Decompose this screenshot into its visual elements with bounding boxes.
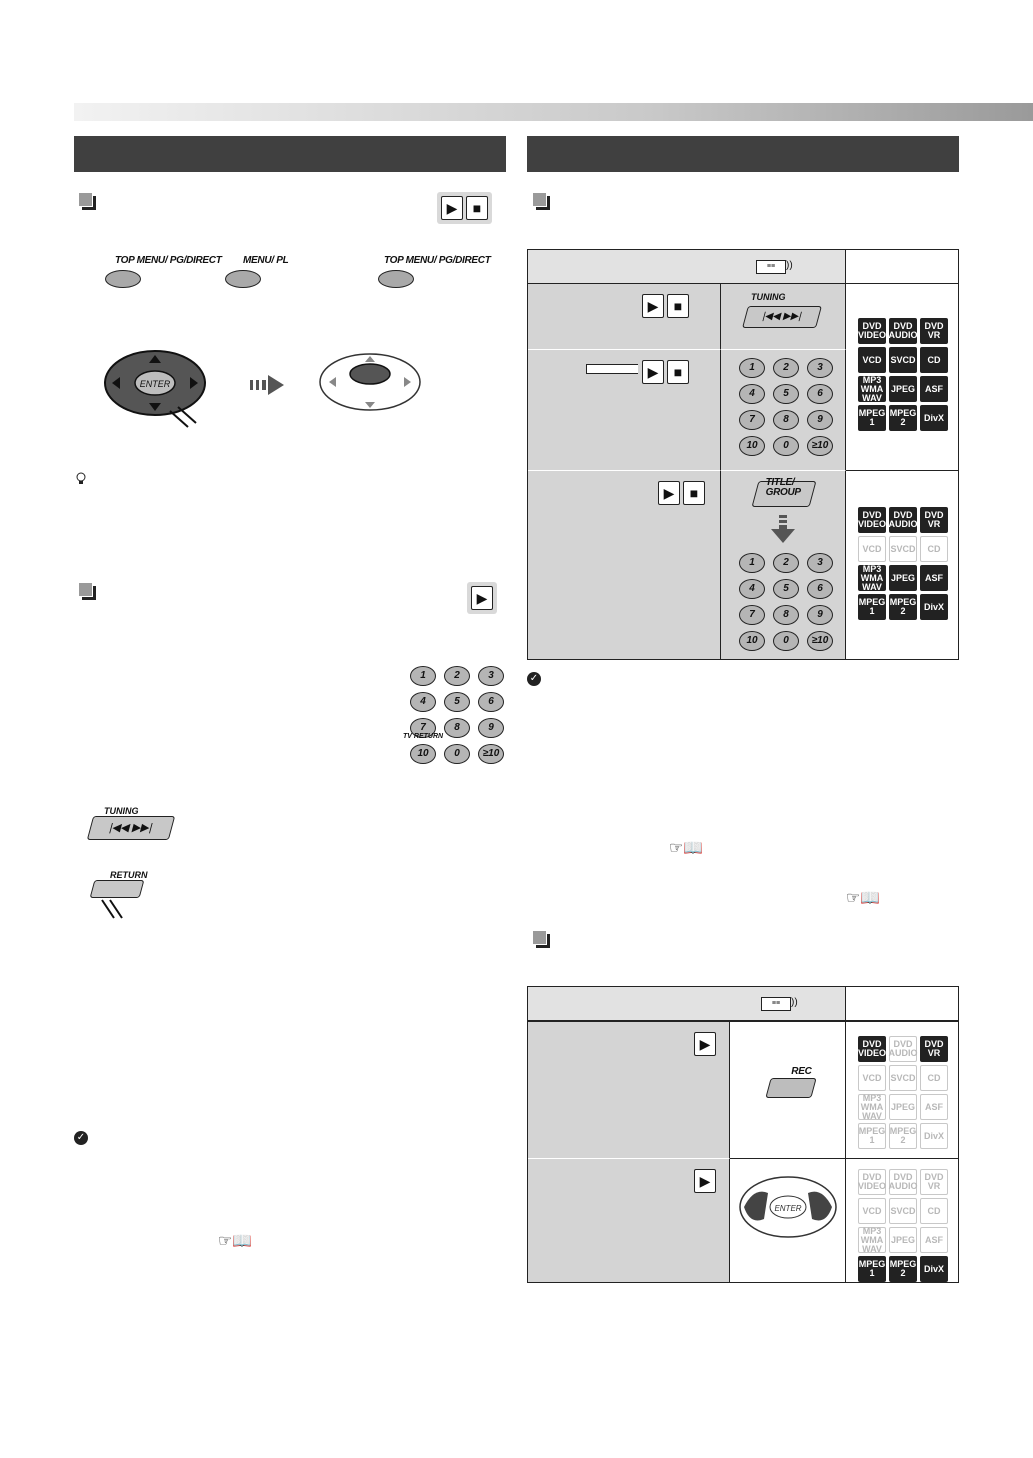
subsection-marker-3 [532,192,550,210]
key-2[interactable]: 2 [773,358,799,378]
key-2[interactable]: 2 [773,553,799,573]
rec-label: REC [791,1066,812,1077]
table-row-3-remote [721,471,846,659]
play-key-icon: ▶ [658,481,680,505]
key-7[interactable]: 7 [739,410,765,430]
key-5[interactable]: 5 [444,692,470,712]
key-10-plus[interactable]: ≥10 [478,744,504,764]
numeric-keypad-3 [739,553,833,651]
cursor-enter-pad-icon-2 [736,1169,840,1245]
format-badge-cd: CD [920,1198,948,1224]
format-badge-dvd-audio: DVD AUDIO [889,1169,917,1195]
tip-bulb-icon [74,471,88,485]
press-lines-icon [92,898,132,922]
arrow-right-icon [250,375,286,395]
play-key-icon: ▶ [642,294,664,318]
table-row-1-2-formats [846,284,958,471]
table2-row-1-formats [846,1022,958,1159]
key-0[interactable]: 0 [444,744,470,764]
key-8[interactable]: 8 [444,718,470,738]
tuning-label: TUNING [104,806,139,816]
key-1[interactable]: 1 [739,358,765,378]
format-badge-dvd-video: DVD VIDEO [858,1169,886,1195]
format-badge-asf: ASF [920,1094,948,1120]
table-row-2-label [528,350,721,471]
format-badge-jpeg: JPEG [889,1094,917,1120]
key-6[interactable]: 6 [807,384,833,404]
key-4[interactable]: 4 [410,692,436,712]
title-group-label: TITLE/ GROUP [765,477,801,498]
play-key-icon: ▶ [694,1032,716,1056]
key-10[interactable]: 10 [410,744,436,764]
format-badge-mpeg-2: MPEG 2 [889,1123,917,1149]
key-1[interactable]: 1 [739,553,765,573]
play-stop-keys-icon [437,192,492,224]
format-badge-jpeg: JPEG [889,1227,917,1253]
reference-book-icon-3: ☞📖 [846,890,881,907]
format-grid-rec [858,1036,948,1149]
return-button-cap [90,880,145,898]
operation-table-2 [527,986,959,1283]
format-badge-jpeg: JPEG [889,376,917,402]
button-cap [225,270,261,288]
key-9[interactable]: 9 [807,605,833,625]
note-check-icon-2: ✓ [527,672,541,686]
stop-key-icon: ■ [667,294,689,318]
format-badge-asf: ASF [920,565,948,591]
table2-header-remote: ≡≡ )) [729,987,846,1022]
stop-key-icon: ■ [667,360,689,384]
subsection-marker-4 [532,930,550,948]
key-0[interactable]: 0 [773,631,799,651]
table-header-format [845,250,958,284]
key-0[interactable]: 0 [773,436,799,456]
format-badge-mp3-wma-wav: MP3 WMA WAV [858,1227,886,1253]
key-4[interactable]: 4 [739,384,765,404]
top-menu-label: TOP MENU/ PG/DIRECT [115,255,222,266]
button-cap [378,270,414,288]
format-badge-mpeg-1: MPEG 1 [858,594,886,620]
format-badge-asf: ASF [920,1227,948,1253]
enter-text-2: ENTER [774,1204,802,1213]
button-cap [105,270,141,288]
key-1[interactable]: 1 [410,666,436,686]
stop-key-icon: ■ [466,196,488,220]
format-badge-svcd: SVCD [889,1198,917,1224]
reference-book-icon: ☞📖 [218,1233,253,1250]
format-badge-mpeg-2: MPEG 2 [889,594,917,620]
table2-header-cell [528,987,730,1022]
table-row-3-label [528,471,721,659]
play-key-icon: ▶ [642,360,664,384]
format-badge-divx: DivX [920,1256,948,1282]
table-row-3-formats [846,471,958,659]
play-key-icon: ▶ [441,196,463,220]
skip-keys-icon: |◀◀ ▶▶| [742,306,822,328]
rec-button[interactable] [765,1066,816,1098]
return-label: RETURN [110,870,148,880]
key-8[interactable]: 8 [773,410,799,430]
key-3[interactable]: 3 [807,358,833,378]
cursor-enter-pad-icon [100,345,210,430]
key-10-plus[interactable]: ≥10 [807,631,833,651]
stop-key-icon: ■ [683,481,705,505]
enter-text: ENTER [139,379,171,389]
format-badge-svcd: SVCD [889,347,917,373]
table2-header-format [845,987,958,1022]
table2-row-1-remote [730,1022,846,1159]
format-badge-svcd: SVCD [889,536,917,562]
table-row-1-remote [721,284,846,350]
format-badge-mp3-wma-wav: MP3 WMA WAV [858,376,886,402]
format-badge-divx: DivX [920,594,948,620]
format-badge-dvd-vr: DVD VR [920,507,948,533]
format-badge-dvd-video: DVD VIDEO [858,1036,886,1062]
remote-icon: ≡≡ [761,997,791,1011]
format-badge-dvd-audio: DVD AUDIO [889,1036,917,1062]
key-6[interactable]: 6 [807,579,833,599]
table2-row-2-formats [846,1159,958,1282]
format-badge-mpeg-1: MPEG 1 [858,1123,886,1149]
left-section-header [74,136,506,172]
format-badge-vcd: VCD [858,536,886,562]
key-10[interactable]: 10 [739,631,765,651]
format-badge-vcd: VCD [858,1065,886,1091]
key-10-plus[interactable]: ≥10 [807,436,833,456]
format-badge-mp3-wma-wav: MP3 WMA WAV [858,565,886,591]
key-2[interactable]: 2 [444,666,470,686]
format-badge-mpeg-2: MPEG 2 [889,1256,917,1282]
table-row-1-label [528,284,721,350]
format-badge-mp3-wma-wav: MP3 WMA WAV [858,1094,886,1120]
top-menu-button[interactable] [105,256,222,288]
format-badge-divx: DivX [920,1123,948,1149]
format-badge-asf: ASF [920,376,948,402]
format-badge-mpeg-1: MPEG 1 [858,405,886,431]
top-gradient-bar [74,103,1033,121]
numeric-keypad-2 [739,358,833,456]
tuning-label: TUNING [751,292,786,302]
format-badge-dvd-vr: DVD VR [920,1169,948,1195]
play-key-box [467,582,497,614]
format-badge-jpeg: JPEG [889,565,917,591]
table2-row-2-remote [730,1159,846,1282]
down-arrow-icon [771,515,795,543]
key-9[interactable]: 9 [807,410,833,430]
top-menu-button-2[interactable] [378,256,491,288]
key-9[interactable]: 9 [478,718,504,738]
key-7[interactable]: 7 [739,605,765,625]
format-badge-vcd: VCD [858,1198,886,1224]
operation-table-1 [527,249,959,660]
format-badge-cd: CD [920,347,948,373]
format-grid-mpeg [858,1169,948,1282]
table-row-2-remote [721,350,846,471]
format-badge-dvd-vr: DVD VR [920,318,948,344]
format-badge-cd: CD [920,536,948,562]
format-grid-all [858,318,948,431]
return-key[interactable] [92,870,148,927]
format-badge-svcd: SVCD [889,1065,917,1091]
top-menu-label-2: TOP MENU/ PG/DIRECT [384,255,491,266]
key-10[interactable]: 10 [739,436,765,456]
subsection-marker [78,192,96,210]
reference-book-icon-2: ☞📖 [669,840,704,857]
key-8[interactable]: 8 [773,605,799,625]
menu-button[interactable] [225,256,288,288]
key-4[interactable]: 4 [739,579,765,599]
play-key-icon: ▶ [694,1169,716,1193]
format-badge-divx: DivX [920,405,948,431]
key-3[interactable]: 3 [478,666,504,686]
key-3[interactable]: 3 [807,553,833,573]
table2-row-2-label [528,1159,730,1282]
format-badge-dvd-vr: DVD VR [920,1036,948,1062]
menu-label: MENU/ PL [243,255,289,266]
right-section-header [527,136,959,172]
format-badge-dvd-video: DVD VIDEO [858,318,886,344]
subsection-marker-2 [78,582,96,600]
format-badge-vcd: VCD [858,347,886,373]
numeric-keypad [410,666,504,764]
play-key-icon-2: ▶ [471,586,493,610]
key-5[interactable]: 5 [773,384,799,404]
format-grid-limited [858,507,948,620]
table-header-cell [528,250,721,284]
key-6[interactable]: 6 [478,692,504,712]
format-badge-mpeg-2: MPEG 2 [889,405,917,431]
tv-return-label: TV RETURN [403,733,444,740]
format-badge-cd: CD [920,1065,948,1091]
table2-row-1-label [528,1022,730,1159]
key-7[interactable]: 7 [410,718,436,738]
format-badge-mpeg-1: MPEG 1 [858,1256,886,1282]
remote-icon: ≡≡ [756,260,786,274]
table-header-remote: ≡≡ )) [720,250,846,284]
tuning-key[interactable] [90,806,172,840]
enter-pressed-pad-icon [315,350,425,415]
note-check-icon: ✓ [74,1131,88,1145]
key-5[interactable]: 5 [773,579,799,599]
format-badge-dvd-audio: DVD AUDIO [889,507,917,533]
skip-keys-icon: |◀◀ ▶▶| [87,816,175,840]
format-badge-dvd-video: DVD VIDEO [858,507,886,533]
title-group-button[interactable] [752,477,817,507]
format-badge-dvd-audio: DVD AUDIO [889,318,917,344]
